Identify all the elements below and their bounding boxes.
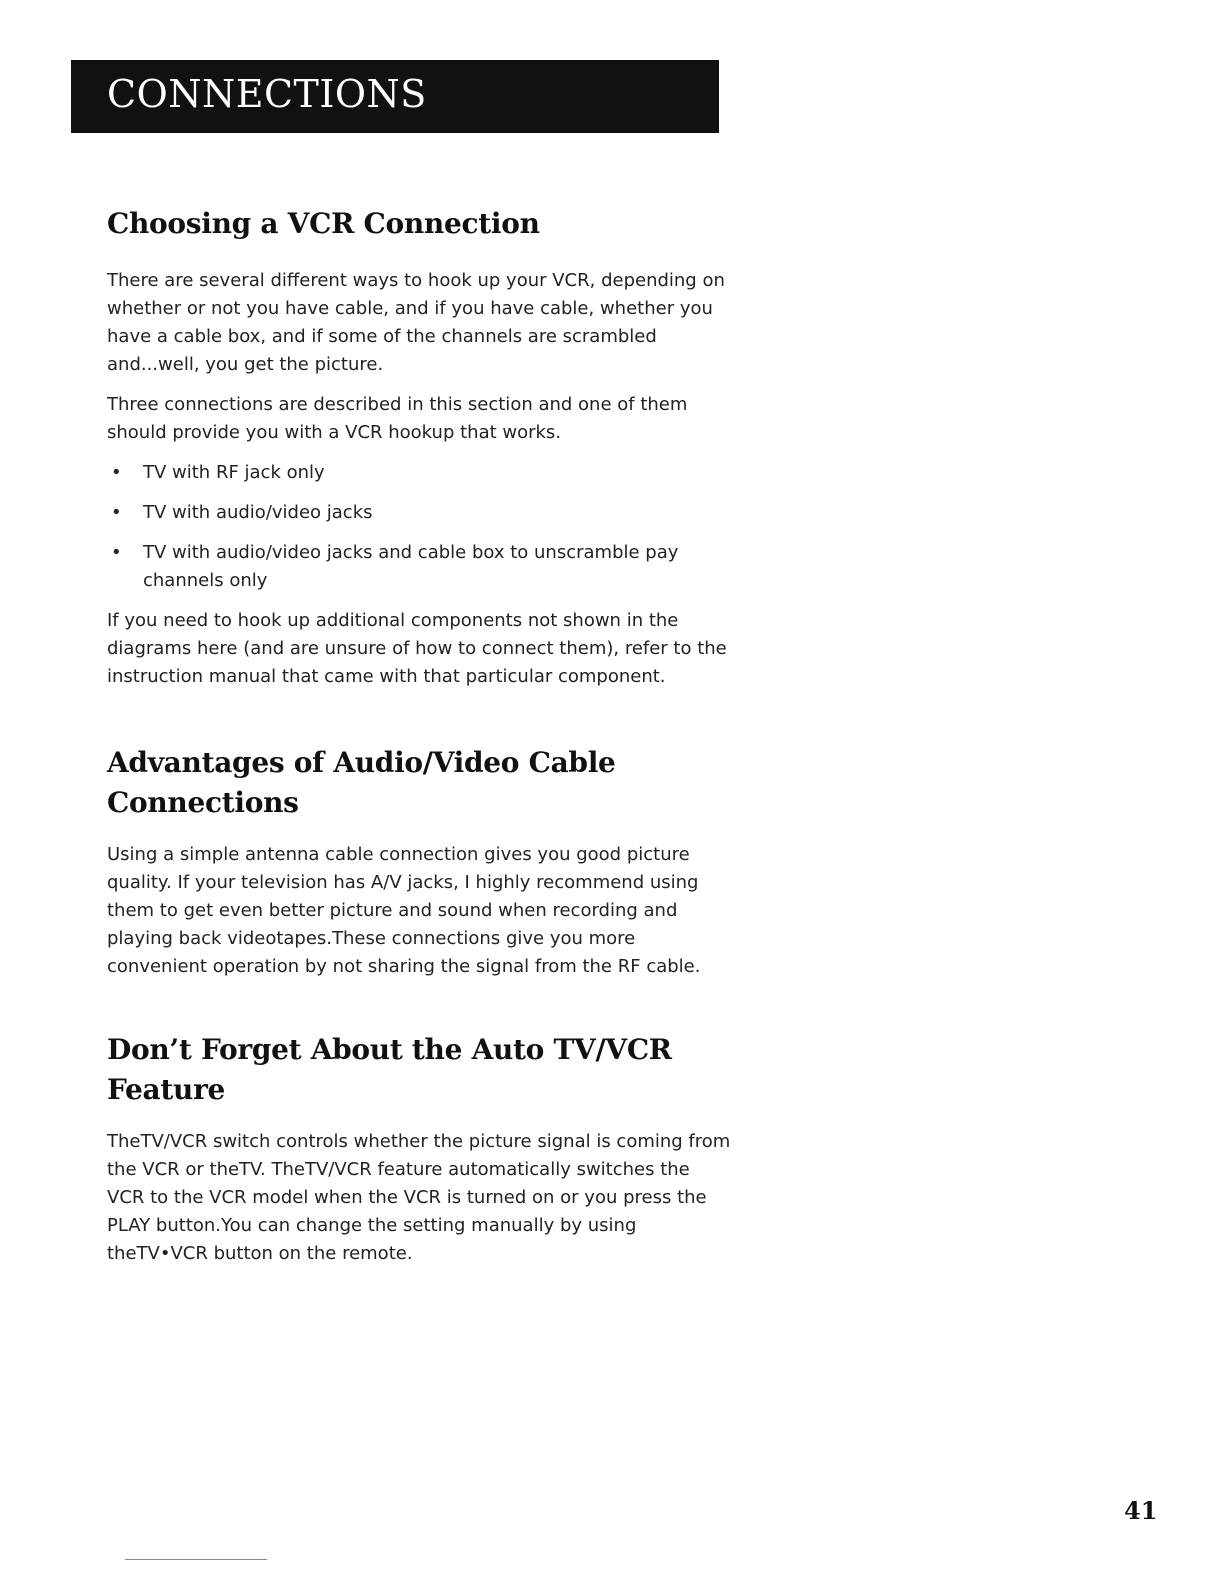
list-item-text: TV with RF jack only	[143, 462, 325, 483]
paragraph: Using a simple antenna cable connection gives you good picture quality. If your television has A/V jacks, I highly recommend using them to get even better picture and sound when recording and playing back videotapes.These connections give you more convenient operation by not sharing the signal from the RF cable.	[107, 844, 701, 977]
page-number: 41	[1124, 1496, 1158, 1525]
paragraph: There are several different ways to hook up your VCR, depending on whether or not you have cable, and if you have cable, whether you have a cable box, and if some of the channels are scrambled and...well, you get the picture.	[107, 270, 725, 375]
section-title-auto-tv-vcr: Don’t Forget About the Auto TV/VCR Feature	[107, 1033, 672, 1106]
list-item-text: TV with audio/video jacks	[143, 502, 373, 523]
section-header-bar	[71, 60, 719, 133]
paragraph: TheTV/VCR switch controls whether the picture signal is coming from the VCR or theTV. TheTV/VCR feature automatically switches the VCR to the VCR model when the VCR is turned on or you press the PLAY button.You can change the setting manually by using theTV•VCR button on the remote.	[107, 1131, 731, 1264]
page-content	[107, 196, 732, 1268]
bullet-icon: •	[111, 542, 122, 563]
section-title-advantages-av-cable: Advantages of Audio/Video Cable Connections	[107, 746, 616, 819]
bullet-icon: •	[111, 462, 122, 483]
section-header-title: CONNECTIONS	[107, 72, 427, 116]
connection-options-list	[107, 459, 732, 595]
footer-divider	[125, 1559, 267, 1560]
paragraph: Three connections are described in this section and one of them should provide you with a VCR hookup that works.	[107, 394, 688, 443]
list-item	[107, 539, 732, 595]
section-title-choosing-vcr-connection: Choosing a VCR Connection	[107, 207, 540, 240]
bullet-icon: •	[111, 502, 122, 523]
list-item	[107, 499, 732, 527]
paragraph: If you need to hook up additional components not shown in the diagrams here (and are unsure of how to connect them), refer to the instruction manual that came with that particular component.	[107, 610, 727, 687]
list-item-text: TV with audio/video jacks and cable box to unscramble pay channels only	[143, 542, 679, 591]
list-item	[107, 459, 732, 487]
